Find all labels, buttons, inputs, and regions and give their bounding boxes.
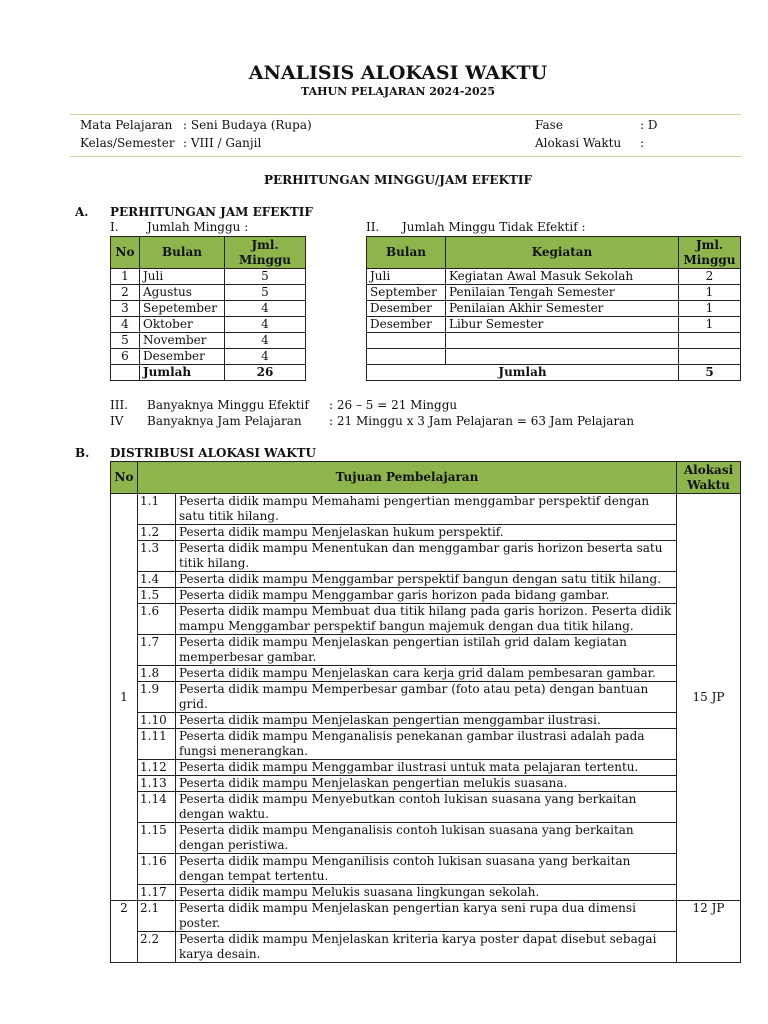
sub-ii-num: II. (366, 220, 380, 234)
table-row-empty (367, 349, 741, 365)
table-row: 1.13 Peserta didik mampu Menjelaskan pengertian melukis suasana. (111, 776, 741, 792)
table-row: 1.9 Peserta didik mampu Memperbesar gambar (foto atau peta) dengan bantuan grid. (111, 682, 741, 713)
sub-ii-label: Jumlah Minggu Tidak Efektif : (402, 220, 586, 234)
table-row: 1 1.1 Peserta didik mampu Memahami pengertian menggambar perspektif dengan satu titik hilang. 15 JP (111, 494, 741, 525)
table-row: 4 Oktober 4 (111, 317, 306, 333)
header-jml-minggu: Jml. Minggu (679, 237, 741, 269)
divider (70, 114, 741, 115)
total-row (367, 365, 741, 381)
kelas-label: Kelas/Semester (80, 136, 175, 150)
minggu-tidak-efektif-table (366, 236, 741, 381)
alokasi-value: : (640, 136, 645, 150)
table-row-empty (367, 333, 741, 349)
table-row: 1.15 Peserta didik mampu Menganalisis contoh lukisan suasana yang berkaitan dengan peristiwa. (111, 823, 741, 854)
section-b-letter: B. (75, 446, 90, 460)
alokasi-label: Alokasi Waktu (535, 136, 622, 150)
table-row: 1.4 Peserta didik mampu Menggambar perspektif bangun dengan satu titik hilang. (111, 572, 741, 588)
table-row: 1.16 Peserta didik mampu Menganilisis contoh lukisan suasana yang berkaitan dengan tempat tertentu. (111, 854, 741, 885)
group-alokasi: 12 JP (677, 901, 741, 963)
iii-num: III. (110, 398, 129, 412)
header-jml-minggu: Jml. Minggu (225, 237, 306, 269)
page-title: ANALISIS ALOKASI WAKTU (248, 62, 548, 84)
table-row: 1.6 Peserta didik mampu Membuat dua titik hilang pada garis horizon. Peserta didik mampu Menggambar perspektif bangun majemuk dengan dua titik hilang. (111, 604, 741, 635)
kelas-value: : VIII / Ganjil (183, 136, 262, 150)
total-row (111, 365, 306, 381)
sub-i-label: Jumlah Minggu : (147, 220, 249, 234)
table-row: 5 November 4 (111, 333, 306, 349)
sub-i-num: I. (110, 220, 119, 234)
table-row: 1.12 Peserta didik mampu Menggambar ilustrasi untuk mata pelajaran tertentu. (111, 760, 741, 776)
section-title: PERHITUNGAN MINGGU/JAM EFEKTIF (263, 173, 533, 187)
table-row: 1.2 Peserta didik mampu Menjelaskan hukum perspektif. (111, 525, 741, 541)
group-no: 1 (111, 494, 138, 901)
section-b-title: DISTRIBUSI ALOKASI WAKTU (110, 446, 317, 460)
table-row: 1.5 Peserta didik mampu Menggambar garis horizon pada bidang gambar. (111, 588, 741, 604)
page-subtitle: TAHUN PELAJARAN 2024-2025 (300, 85, 495, 98)
table-row: 1.10 Peserta didik mampu Menjelaskan pengertian menggambar ilustrasi. (111, 713, 741, 729)
total-label: Jumlah (140, 365, 225, 381)
table-row: 3 Sepetember 4 (111, 301, 306, 317)
fase-label: Fase (535, 118, 563, 132)
table-row: 2 2.1 Peserta didik mampu Menjelaskan pengertian karya seni rupa dua dimensi poster. 12 JP (111, 901, 741, 932)
table-row: 1.14 Peserta didik mampu Menyebutkan contoh lukisan suasana yang berkaitan dengan waktu. (111, 792, 741, 823)
iv-value: : 21 Minggu x 3 Jam Pelajaran = 63 Jam Pelajaran (329, 414, 635, 428)
divider (70, 156, 741, 157)
total-value: 5 (679, 365, 741, 381)
table-row: 1.7 Peserta didik mampu Menjelaskan pengertian istilah grid dalam kegiatan memperbesar gambar. (111, 635, 741, 666)
section-a-letter: A. (75, 205, 89, 219)
header-kegiatan: Kegiatan (446, 237, 679, 269)
iv-label: Banyaknya Jam Pelajaran (147, 414, 302, 428)
group-no: 2 (111, 901, 138, 963)
header-bulan: Bulan (367, 237, 446, 269)
mapel-value: : Seni Budaya (Rupa) (183, 118, 312, 132)
section-a-title: PERHITUNGAN JAM EFEKTIF (110, 205, 313, 219)
distribusi-table (110, 461, 741, 963)
total-label: Jumlah (367, 365, 679, 381)
table-row: 1.3 Peserta didik mampu Menentukan dan menggambar garis horizon beserta satu titik hilang. (111, 541, 741, 572)
iv-num: IV (110, 414, 124, 428)
iii-label: Banyaknya Minggu Efektif (147, 398, 309, 412)
iii-value: : 26 – 5 = 21 Minggu (329, 398, 458, 412)
header-no: No (111, 237, 140, 269)
table-row: 1.8 Peserta didik mampu Menjelaskan cara kerja grid dalam pembesaran gambar. (111, 666, 741, 682)
table-row: 2 Agustus 5 (111, 285, 306, 301)
header-bulan: Bulan (140, 237, 225, 269)
table-row: Juli Kegiatan Awal Masuk Sekolah 2 (367, 269, 741, 285)
mapel-label: Mata Pelajaran (80, 118, 173, 132)
fase-value: : D (640, 118, 658, 132)
table-row: 2.2 Peserta didik mampu Menjelaskan kriteria karya poster dapat disebut sebagai karya desain. (111, 932, 741, 963)
header-no: No (111, 462, 138, 494)
table-row: September Penilaian Tengah Semester 1 (367, 285, 741, 301)
total-value: 26 (225, 365, 306, 381)
header-alokasi: Alokasi Waktu (677, 462, 741, 494)
header-tujuan: Tujuan Pembelajaran (138, 462, 677, 494)
table-row: Desember Penilaian Akhir Semester 1 (367, 301, 741, 317)
group-alokasi: 15 JP (677, 494, 741, 901)
table-row: 1.17 Peserta didik mampu Melukis suasana lingkungan sekolah. (111, 885, 741, 901)
table-row: 1 Juli 5 (111, 269, 306, 285)
jumlah-minggu-table (110, 236, 306, 381)
table-row: 1.11 Peserta didik mampu Menganalisis penekanan gambar ilustrasi adalah pada fungsi menerangkan. (111, 729, 741, 760)
table-row: Desember Libur Semester 1 (367, 317, 741, 333)
table-row: 6 Desember 4 (111, 349, 306, 365)
